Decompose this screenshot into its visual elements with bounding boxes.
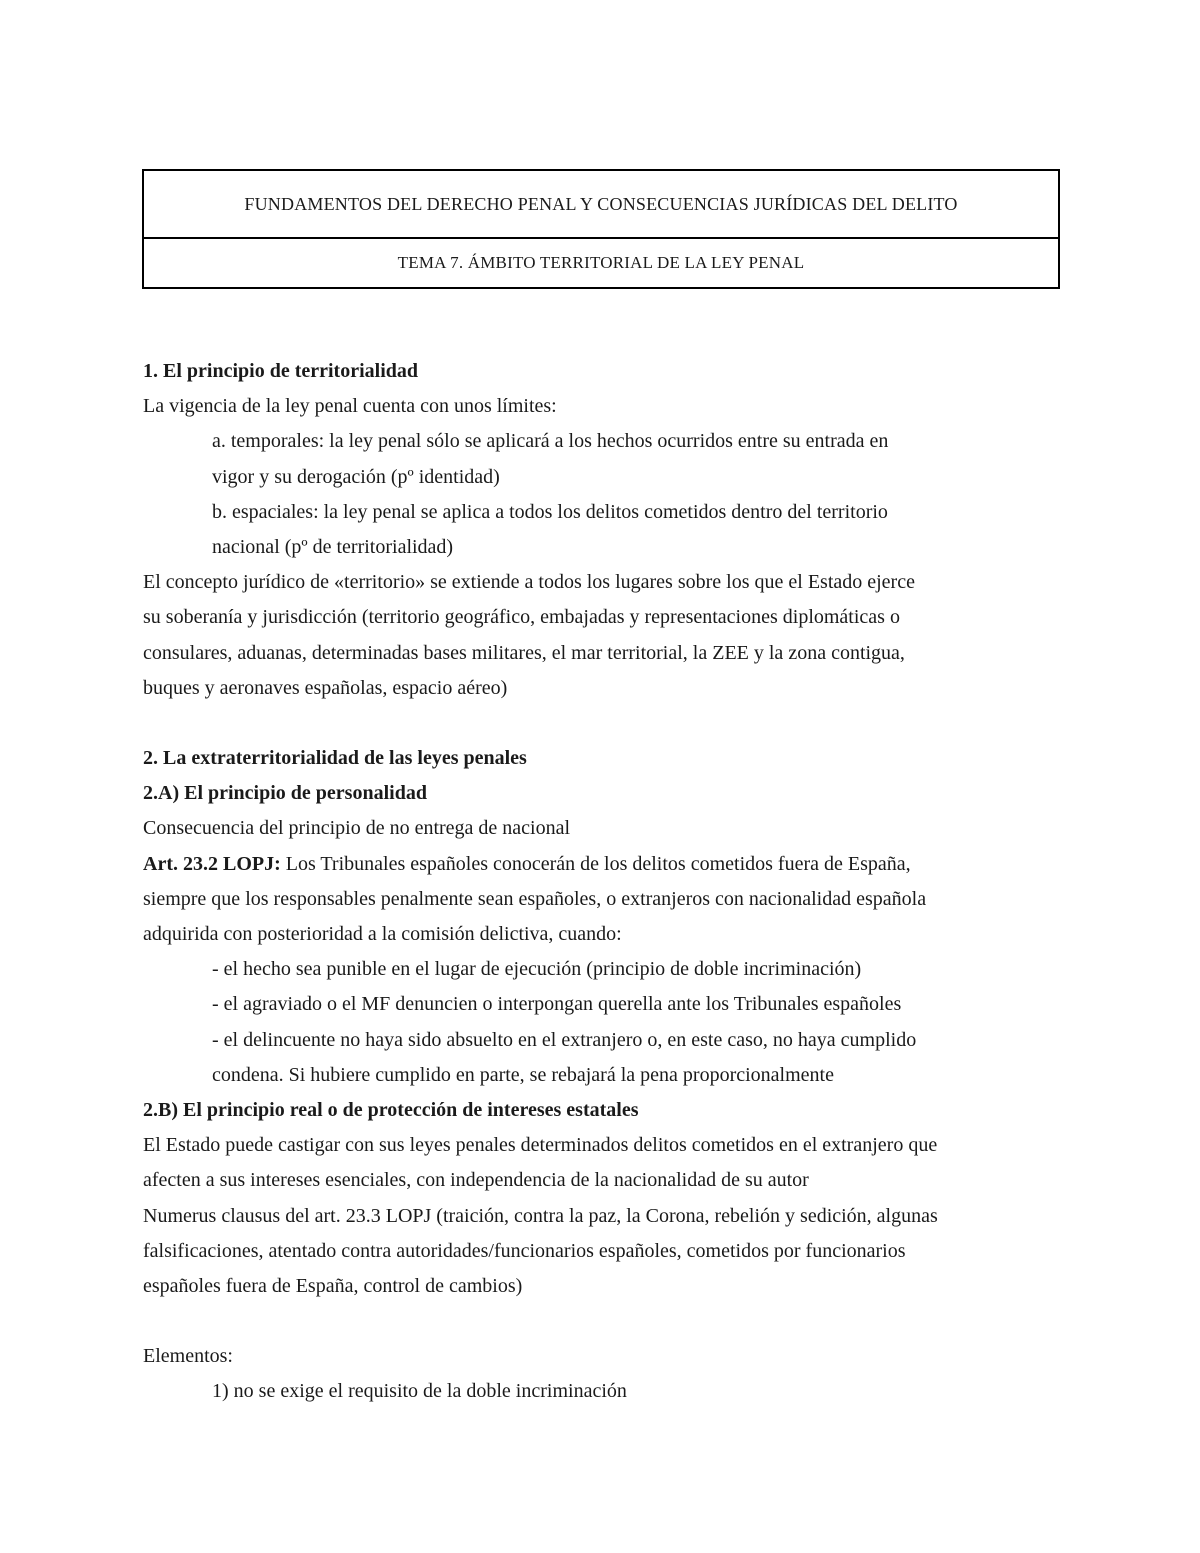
item-b-line-1: b. espaciales: la ley penal se aplica a todos los delitos cometidos dentro del territorio bbox=[212, 500, 888, 523]
subsection-2a-intro: Consecuencia del principio de no entrega de nacional bbox=[143, 817, 571, 840]
section-1-heading: 1. El principio de territorialidad bbox=[143, 360, 418, 382]
paragraph-line: buques y aeronaves españolas, espacio aéreo) bbox=[143, 676, 508, 699]
article-label: Art. 23.2 LOPJ: bbox=[143, 852, 281, 875]
article-line-3: adquirida con posterioridad a la comisión delictiva, cuando: bbox=[143, 923, 622, 945]
section-1-intro: La vigencia de la ley penal cuenta con unos límites: bbox=[143, 395, 557, 418]
paragraph-line: Numerus clausus del art. 23.3 LOPJ (traición, contra la paz, la Corona, rebelión y sedición, algunas bbox=[143, 1204, 938, 1227]
paragraph-line: afecten a sus intereses esenciales, con independencia de la nacionalidad de su autor bbox=[143, 1169, 809, 1192]
paragraph-line: consulares, aduanas, determinadas bases militares, el mar territorial, la ZEE y la zona contigua, bbox=[143, 641, 905, 664]
condition-3-line-1: - el delincuente no haya sido absuelto en el extranjero o, en este caso, no haya cumplido bbox=[212, 1028, 917, 1051]
section-2-heading: 2. La extraterritorialidad de las leyes penales bbox=[143, 747, 527, 770]
paragraph-line: El concepto jurídico de «territorio» se extiende a todos los lugares sobre los que el Estado ejerce bbox=[143, 571, 915, 594]
paragraph-line: españoles fuera de España, control de cambios) bbox=[143, 1274, 523, 1297]
article-line-2: siempre que los responsables penalmente sean españoles, o extranjeros con nacionalidad española bbox=[143, 887, 927, 910]
elements-label: Elementos: bbox=[143, 1345, 233, 1368]
item-b-line-2: nacional (pº de territorialidad) bbox=[212, 535, 454, 558]
condition-1: - el hecho sea punible en el lugar de ejecución (principio de doble incriminación) bbox=[212, 958, 862, 981]
spacer bbox=[143, 1304, 1043, 1339]
condition-2: - el agraviado o el MF denuncien o interpongan querella ante los Tribunales españoles bbox=[212, 993, 902, 1016]
condition-3-line-2: condena. Si hubiere cumplido en parte, se rebajará la pena proporcionalmente bbox=[212, 1063, 834, 1086]
spacer bbox=[143, 706, 1043, 741]
document-body bbox=[143, 354, 1043, 1410]
article-text: Los Tribunales españoles conocerán de los delitos cometidos fuera de España, bbox=[280, 852, 911, 875]
course-title: FUNDAMENTOS DEL DERECHO PENAL Y CONSECUENCIAS JURÍDICAS DEL DELITO bbox=[144, 171, 1058, 239]
subsection-2b-heading: 2.B) El principio real o de protección de intereses estatales bbox=[143, 1098, 639, 1121]
document-header-box bbox=[142, 169, 1060, 289]
item-a-line-1: a. temporales: la ley penal sólo se aplicará a los hechos ocurridos entre su entrada en bbox=[212, 430, 889, 453]
paragraph-line: falsificaciones, atentado contra autoridades/funcionarios españoles, cometidos por funcionarios bbox=[143, 1239, 906, 1262]
subsection-2a-heading: 2.A) El principio de personalidad bbox=[143, 782, 427, 805]
article-line-1 bbox=[143, 847, 1043, 882]
item-a-line-2: vigor y su derogación (pº identidad) bbox=[212, 465, 500, 488]
element-1: 1) no se exige el requisito de la doble incriminación bbox=[212, 1380, 627, 1403]
paragraph-line: su soberanía y jurisdicción (territorio geográfico, embajadas y representaciones diplomáticas o bbox=[143, 606, 900, 629]
topic-title: TEMA 7. ÁMBITO TERRITORIAL DE LA LEY PENAL bbox=[397, 253, 805, 272]
paragraph-line: El Estado puede castigar con sus leyes penales determinados delitos cometidos en el extranjero que bbox=[143, 1134, 938, 1157]
